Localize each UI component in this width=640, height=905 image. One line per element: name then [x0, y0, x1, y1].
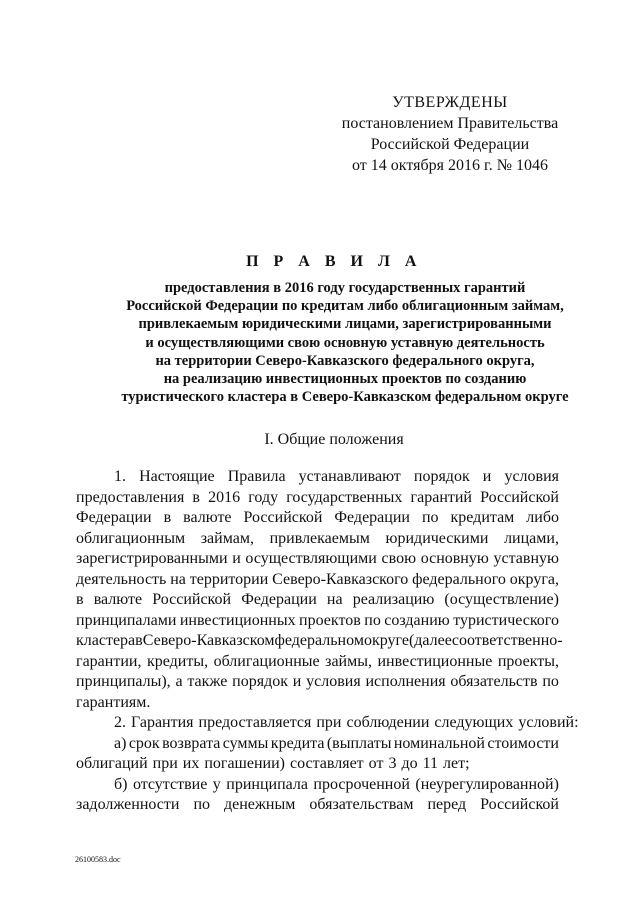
body-word: по: [193, 796, 210, 813]
body-word: валюте: [93, 591, 143, 608]
body-word: задолженности: [76, 796, 180, 813]
body-word: Федерации: [76, 509, 152, 526]
body-word: в: [135, 632, 143, 649]
body-line: [76, 508, 559, 529]
body-word: стоимости: [487, 734, 559, 752]
body-word: на: [170, 570, 186, 588]
body-word: валюте: [183, 509, 232, 526]
body-word: кластера: [76, 632, 136, 649]
approval-line-2: Российской Федерации: [370, 136, 530, 153]
body-word: принципалами: [76, 611, 177, 629]
body-line: [76, 775, 559, 796]
body-word: федерального: [412, 570, 506, 588]
body-word: по: [542, 673, 559, 690]
body-word: году: [248, 488, 279, 506]
body-word: займы,: [325, 652, 372, 670]
body-word: кредита: [270, 734, 325, 752]
body-word: уставную: [493, 550, 559, 567]
body-word: возврата: [162, 734, 221, 752]
body-word: также: [187, 673, 228, 690]
body-word: (выплаты: [326, 734, 392, 752]
body-line: [76, 590, 559, 611]
body-word: предоставляется: [198, 714, 312, 731]
body-word: (осуществление): [444, 591, 559, 608]
body-word: лет;: [443, 755, 470, 772]
approval-stamp: [330, 92, 570, 176]
subtitle-line: на реализацию инвестиционных проектов по созданию: [163, 371, 527, 388]
body-word: Российской: [152, 591, 232, 608]
body-word: проектов: [299, 611, 361, 629]
body-word: облигаций: [76, 755, 148, 772]
body-word: обязательств: [450, 673, 538, 690]
subtitle-line: на территории Северо-Кавказского федерального округа,: [155, 352, 535, 369]
body-word: облигационные: [213, 652, 320, 670]
body-word: 3: [388, 755, 397, 772]
body-word: у: [212, 775, 221, 793]
body-word: инвестиционные: [377, 652, 493, 670]
body-word: гарантий: [410, 488, 472, 506]
subtitle-line: предоставления в 2016 году государственных гарантий: [164, 280, 526, 296]
body-word: а): [114, 734, 127, 752]
body-word: при: [152, 755, 178, 772]
body-word: 2016: [208, 488, 241, 506]
body-word: кредиты,: [146, 652, 209, 670]
body-word: Федерации: [241, 591, 317, 608]
body-line: [76, 488, 559, 509]
body-word: государственных: [286, 488, 403, 506]
body-word: округа,: [509, 570, 559, 588]
body-word: федеральном: [274, 632, 364, 649]
body-word: условия: [306, 673, 361, 690]
body-word: юридическими: [385, 529, 489, 547]
body-word: порядок: [232, 673, 288, 690]
body-word: соответственно: [451, 632, 558, 649]
body-word: до: [401, 755, 418, 772]
body-word: гарантии,: [76, 652, 142, 670]
body-word: и: [232, 550, 241, 567]
body-word: по: [421, 509, 439, 526]
body-word: Правила: [227, 468, 286, 485]
body-word: просроченной: [313, 775, 410, 793]
body-line: [76, 549, 559, 570]
body-word: округе: [363, 632, 409, 649]
body-text: [76, 467, 579, 816]
body-word: предоставления: [76, 488, 185, 506]
body-word: по: [364, 611, 381, 629]
body-word: суммы: [222, 734, 269, 752]
body-line: [76, 734, 559, 755]
body-word: 2.: [114, 714, 126, 731]
body-word: созданию: [384, 611, 450, 629]
body-word: (неурегулированной): [415, 775, 559, 793]
body-word: следующих: [434, 714, 514, 731]
body-word: Федерации: [334, 509, 410, 526]
body-word: перед: [427, 796, 467, 813]
body-word: погашении): [204, 755, 285, 772]
body-word: условия: [504, 468, 559, 485]
body-word: гарантиям.: [76, 693, 151, 711]
approved-heading: УТВЕРЖДЕНЫ: [392, 94, 508, 111]
body-word: туристического: [453, 611, 559, 629]
body-word: либо: [526, 509, 559, 526]
section-heading: I. Общие положения: [264, 431, 404, 448]
body-word: Российской: [243, 509, 323, 526]
body-word: принципалы),: [76, 673, 171, 690]
body-line: [76, 713, 579, 734]
body-word: устанавливают: [298, 468, 401, 485]
body-word: их: [182, 755, 200, 772]
body-word: в: [76, 591, 84, 608]
body-word: денежным: [223, 796, 296, 813]
body-word: исполнения: [365, 673, 446, 690]
body-word: реализацию: [352, 591, 435, 608]
document-title: П Р А В И Л А: [246, 253, 422, 270]
body-word: проекты,: [497, 652, 559, 670]
body-word: в: [192, 488, 200, 506]
body-line: [76, 611, 559, 632]
file-name-footer: 26100583.doc: [75, 855, 121, 864]
body-word: деятельность: [76, 570, 167, 588]
body-word: 1.: [114, 468, 126, 485]
body-word: и: [292, 673, 302, 690]
body-word: облигационным: [76, 529, 186, 547]
body-word: свою: [381, 550, 417, 567]
approval-line-3: от 14 октября 2016 г. № 1046: [351, 157, 548, 174]
approval-line-1: постановлением Правительства: [341, 115, 559, 132]
body-word: б): [114, 775, 128, 793]
body-line: [76, 529, 559, 550]
body-word: обязательствам: [309, 796, 414, 813]
body-word: Российской: [480, 796, 559, 813]
document-subtitle: [60, 279, 630, 406]
body-line: [76, 631, 563, 652]
body-line: [76, 570, 559, 591]
subtitle-line: туристического кластера в Северо-Кавказском федеральном округе: [121, 389, 569, 406]
subtitle-line: Российской Федерации по кредитам либо облигационным займам,: [126, 298, 564, 315]
body-word: территории: [189, 570, 269, 588]
body-word: лицами,: [504, 529, 559, 547]
body-word: срок: [128, 734, 160, 752]
body-word: 11: [422, 755, 438, 772]
body-word: Северо-Кавказского: [272, 570, 409, 588]
body-word: на: [326, 591, 343, 608]
body-word: займам,: [200, 529, 254, 547]
body-word: в: [163, 509, 172, 526]
body-line: [76, 754, 559, 775]
body-word: зарегистрированными: [76, 550, 228, 567]
body-line: [76, 467, 559, 488]
body-word: а: [175, 673, 183, 690]
body-word: номинальной: [393, 734, 485, 752]
body-word: -: [557, 632, 563, 649]
body-word: (далее: [408, 632, 452, 649]
body-word: осуществляющими: [245, 550, 377, 567]
body-line: [76, 672, 559, 693]
body-word: Настоящие: [139, 468, 215, 485]
body-word: привлекаемым: [269, 529, 370, 547]
body-word: Российской: [480, 488, 559, 506]
body-word: от: [368, 755, 384, 772]
subtitle-line: привлекаемым юридическими лицами, зарегистрированными: [138, 316, 552, 333]
body-word: и: [482, 468, 492, 485]
body-line: [76, 652, 559, 673]
body-word: кредитам: [450, 509, 515, 526]
body-word: отсутствие: [132, 775, 208, 793]
body-word: соблюдении: [346, 714, 430, 731]
body-word: при: [316, 714, 342, 731]
body-word: порядок: [413, 468, 470, 485]
body-line: [76, 693, 559, 714]
body-word: основную: [420, 550, 489, 567]
body-word: составляет: [290, 755, 364, 772]
body-word: инвестиционных: [179, 611, 296, 629]
body-word: Северо-Кавказском: [142, 632, 275, 649]
body-word: условий:: [518, 714, 579, 731]
body-word: Гарантия: [131, 714, 194, 731]
subtitle-line: и осуществляющими свою основную уставную деятельность: [145, 334, 545, 351]
body-line: [76, 795, 559, 816]
body-word: принципала: [226, 775, 308, 793]
